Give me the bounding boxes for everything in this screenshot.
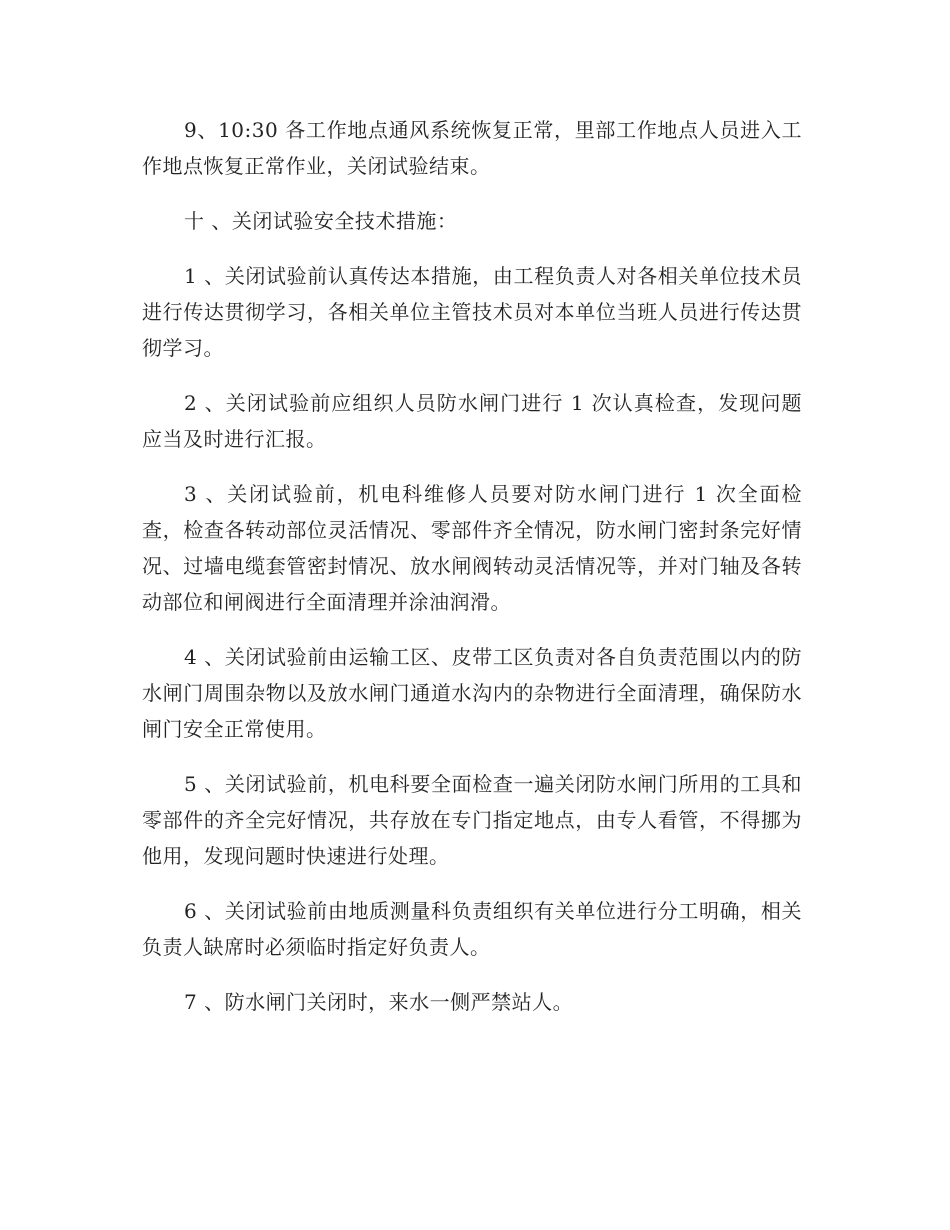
paragraph-item-4: 4 、关闭试验前由运输工区、皮带工区负责对各自负责范围以内的防水闸门周围杂物以及放水闸门通道水沟内的杂物进行全面清理，确保防水闸门安全正常使用。	[142, 645, 802, 741]
paragraph-item-6: 6 、关闭试验前由地质测量科负责组织有关单位进行分工明确，相关负责人缺席时必须临时指定好负责人。	[142, 899, 802, 959]
paragraph-item-1: 1 、关闭试验前认真传达本措施，由工程负责人对各相关单位技术员进行传达贯彻学习，各相关单位主管技术员对本单位当班人员进行传达贯彻学习。	[142, 264, 802, 360]
section-heading-safety-measures: 十 、关闭试验安全技术措施：	[184, 209, 458, 233]
document-body	[142, 112, 802, 1039]
paragraph-item-2: 2 、关闭试验前应组织人员防水闸门进行 1 次认真检查，发现问题应当及时进行汇报。	[142, 391, 802, 451]
paragraph-item-3: 3 、关闭试验前，机电科维修人员要对防水闸门进行 1 次全面检查，检查各转动部位灵活情况、零部件齐全情况，防水闸门密封条完好情况、过墙电缆套管密封情况、放水闸阀转动灵活情况等，并对门轴及各转动部位和闸阀进行全面清理并涂油润滑。	[142, 482, 802, 614]
paragraph-item-5: 5 、关闭试验前，机电科要全面检查一遍关闭防水闸门所用的工具和零部件的齐全完好情况，共存放在专门指定地点，由专人看管，不得挪为他用，发现问题时快速进行处理。	[142, 772, 802, 868]
paragraph-item-9: 9、10:30 各工作地点通风系统恢复正常，里部工作地点人员进入工作地点恢复正常作业，关闭试验结束。	[142, 118, 802, 178]
paragraph-item-7: 7 、防水闸门关闭时，来水一侧严禁站人。	[184, 990, 574, 1014]
